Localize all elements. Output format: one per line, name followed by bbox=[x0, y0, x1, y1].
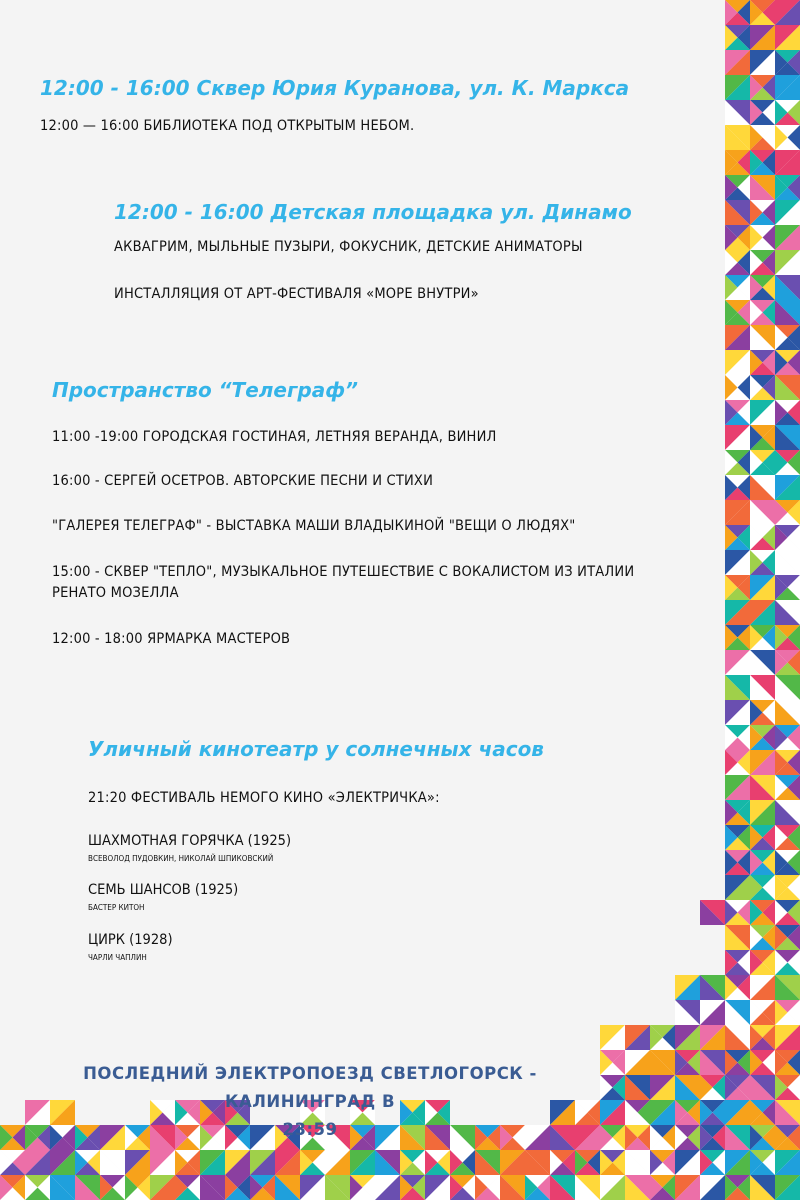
film-title: СЕМЬ ШАНСОВ (1925) bbox=[88, 882, 239, 898]
section-heading-kuranov-square: 12:00 - 16:00 Сквер Юрия Куранова, ул. К. Маркса bbox=[40, 76, 630, 100]
last-train-notice bbox=[20, 1060, 600, 1144]
section-heading-telegraph-space: Пространство “Телеграф” bbox=[52, 378, 358, 402]
event-art-installation: ИНСТАЛЛЯЦИЯ ОТ АРТ-ФЕСТИВАЛЯ «МОРЕ ВНУТРИ» bbox=[114, 286, 479, 302]
film-title: ЦИРК (1928) bbox=[88, 932, 173, 948]
section-heading-dinamo-playground: 12:00 - 16:00 Детская площадка ул. Динамо bbox=[114, 200, 632, 224]
section-heading-street-cinema: Уличный кинотеатр у солнечных часов bbox=[88, 737, 544, 761]
film-title: ШАХМОТНАЯ ГОРЯЧКА (1925) bbox=[88, 833, 292, 849]
event-city-lounge: 11:00 -19:00 ГОРОДСКАЯ ГОСТИНАЯ, ЛЕТНЯЯ ВЕРАНДА, ВИНИЛ bbox=[52, 429, 497, 445]
event-sergey-osetrov: 16:00 - СЕРГЕЙ ОСЕТРОВ. АВТОРСКИЕ ПЕСНИ И СТИХИ bbox=[52, 473, 434, 489]
film-credit: ВСЕВОЛОД ПУДОВКИН, НИКОЛАЙ ШПИКОВСКИЙ bbox=[88, 854, 274, 863]
event-gallery-exhibition: "ГАЛЕРЕЯ ТЕЛЕГРАФ" - ВЫСТАВКА МАШИ ВЛАДЫКИНОЙ "ВЕЩИ О ЛЮДЯХ" bbox=[52, 518, 576, 534]
last-train-text: ПОСЛЕДНИЙ ЭЛЕКТРОПОЕЗД СВЕТЛОГОРСК - КАЛИНИНГРАД В bbox=[83, 1064, 537, 1111]
event-musical-journey: 15:00 - СКВЕР "ТЕПЛО", МУЗЫКАЛЬНОЕ ПУТЕШЕСТВИЕ С ВОКАЛИСТОМ ИЗ ИТАЛИИ РЕНАТО МОЗЕЛЛА bbox=[52, 564, 635, 601]
event-crafts-fair: 12:00 - 18:00 ЯРМАРКА МАСТЕРОВ bbox=[52, 631, 291, 647]
film-credit: БАСТЕР КИТОН bbox=[88, 903, 145, 912]
film-credit: ЧАРЛИ ЧАПЛИН bbox=[88, 953, 147, 962]
event-kids-entertainment: АКВАГРИМ, МЫЛЬНЫЕ ПУЗЫРИ, ФОКУСНИК, ДЕТСКИЕ АНИМАТОРЫ bbox=[114, 239, 583, 255]
event-silent-film-festival: 21:20 ФЕСТИВАЛЬ НЕМОГО КИНО «ЭЛЕКТРИЧКА»: bbox=[88, 790, 440, 806]
event-library-open-air: 12:00 — 16:00 БИБЛИОТЕКА ПОД ОТКРЫТЫМ НЕБОМ. bbox=[40, 118, 415, 134]
last-train-time: 23:59 bbox=[282, 1120, 338, 1139]
